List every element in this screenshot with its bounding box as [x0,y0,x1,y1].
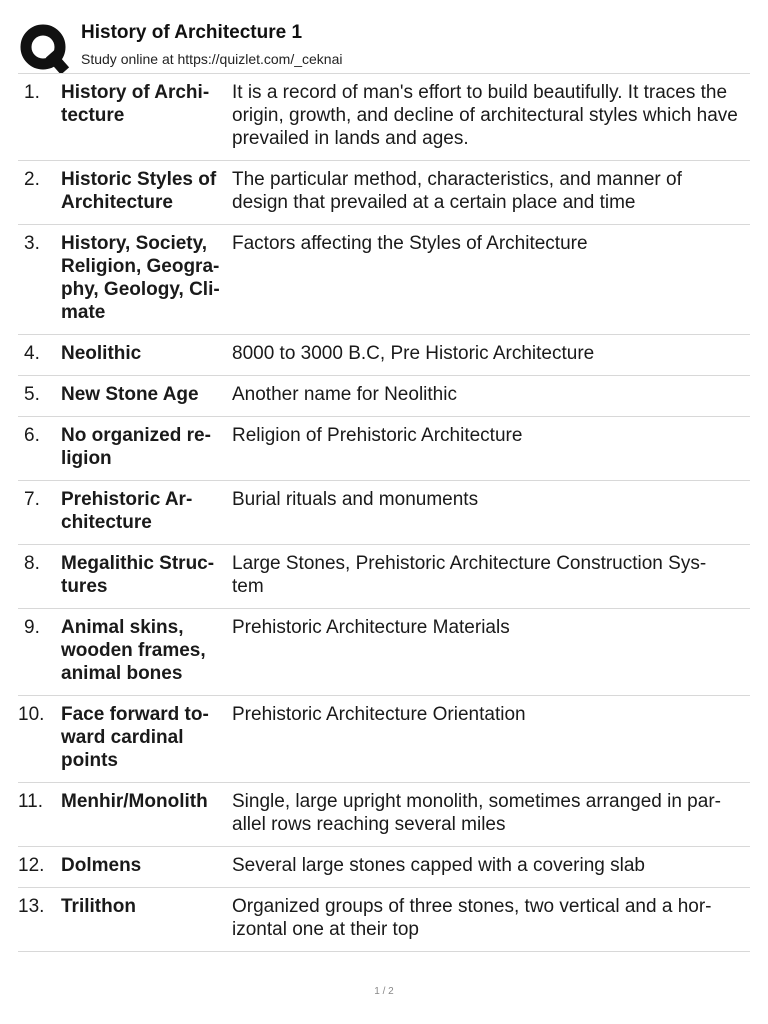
table-row [18,225,750,335]
table-row [18,783,750,847]
term: History, Society, Religion, Geogra- phy, Geology, Cli- mate [61,233,220,323]
definition: Several large stones capped with a covering slab [232,855,645,876]
table-row [18,609,750,696]
term: No organized re- ligion [61,425,211,469]
row-number: 2. [24,169,40,190]
term: New Stone Age [61,384,199,405]
table-row [18,74,750,161]
page-number: 1 / 2 [374,986,394,997]
row-number: 4. [24,343,40,364]
row-number: 6. [24,425,40,446]
term: Historic Styles of Architecture [61,169,217,213]
definition: Organized groups of three stones, two vertical and a hor- izontal one at their top [232,896,712,940]
table-row [18,417,750,481]
definition: The particular method, characteristics, and manner of design that prevailed at a certain place and time [232,169,682,213]
term: Megalithic Struc- tures [61,553,215,597]
flashcard-table [18,73,750,952]
definition: Factors affecting the Styles of Architecture [232,233,588,254]
definition: Single, large upright monolith, sometimes arranged in par- allel rows reaching several miles [232,791,721,835]
row-number: 10. [18,704,45,725]
term: Trilithon [61,896,136,917]
table-row [18,696,750,783]
table-row [18,545,750,609]
table-row [18,376,750,417]
definition: Large Stones, Prehistoric Architecture Construction Sys- tem [232,553,707,597]
term: Neolithic [61,343,142,364]
page-header [18,18,750,74]
quizlet-logo-icon [20,24,70,74]
definition: It is a record of man's effort to build beautifully. It traces the origin, growth, and decline of architectural styles which have prevailed in lands and ages. [232,82,738,149]
row-number: 11. [18,791,44,812]
term: Face forward to- ward cardinal points [61,704,209,771]
term: Prehistoric Ar- chitecture [61,489,193,533]
definition: Burial rituals and monuments [232,489,479,510]
row-number: 8. [24,553,40,574]
term: Animal skins, wooden frames, animal bones [61,617,206,684]
definition: Prehistoric Architecture Materials [232,617,510,638]
definition: Another name for Neolithic [232,384,457,405]
table-row [18,888,750,952]
term: Menhir/Monolith [61,791,208,812]
row-number: 1. [24,82,40,103]
row-number: 5. [24,384,40,405]
row-number: 9. [24,617,40,638]
row-number: 13. [18,896,45,917]
term: History of Archi- tecture [61,82,210,126]
table-row [18,847,750,888]
page-title: History of Architecture 1 [81,22,303,43]
definition: Prehistoric Architecture Orientation [232,704,526,725]
table-row [18,335,750,376]
table-row [18,161,750,225]
row-number: 12. [18,855,45,876]
table-row [18,481,750,545]
row-number: 7. [24,489,40,510]
definition: Religion of Prehistoric Architecture [232,425,523,446]
row-number: 3. [24,233,40,254]
study-online-link-text: Study online at https://quizlet.com/_ceknai [81,51,343,67]
term: Dolmens [61,855,142,876]
definition: 8000 to 3000 B.C, Pre Historic Architecture [232,343,595,364]
